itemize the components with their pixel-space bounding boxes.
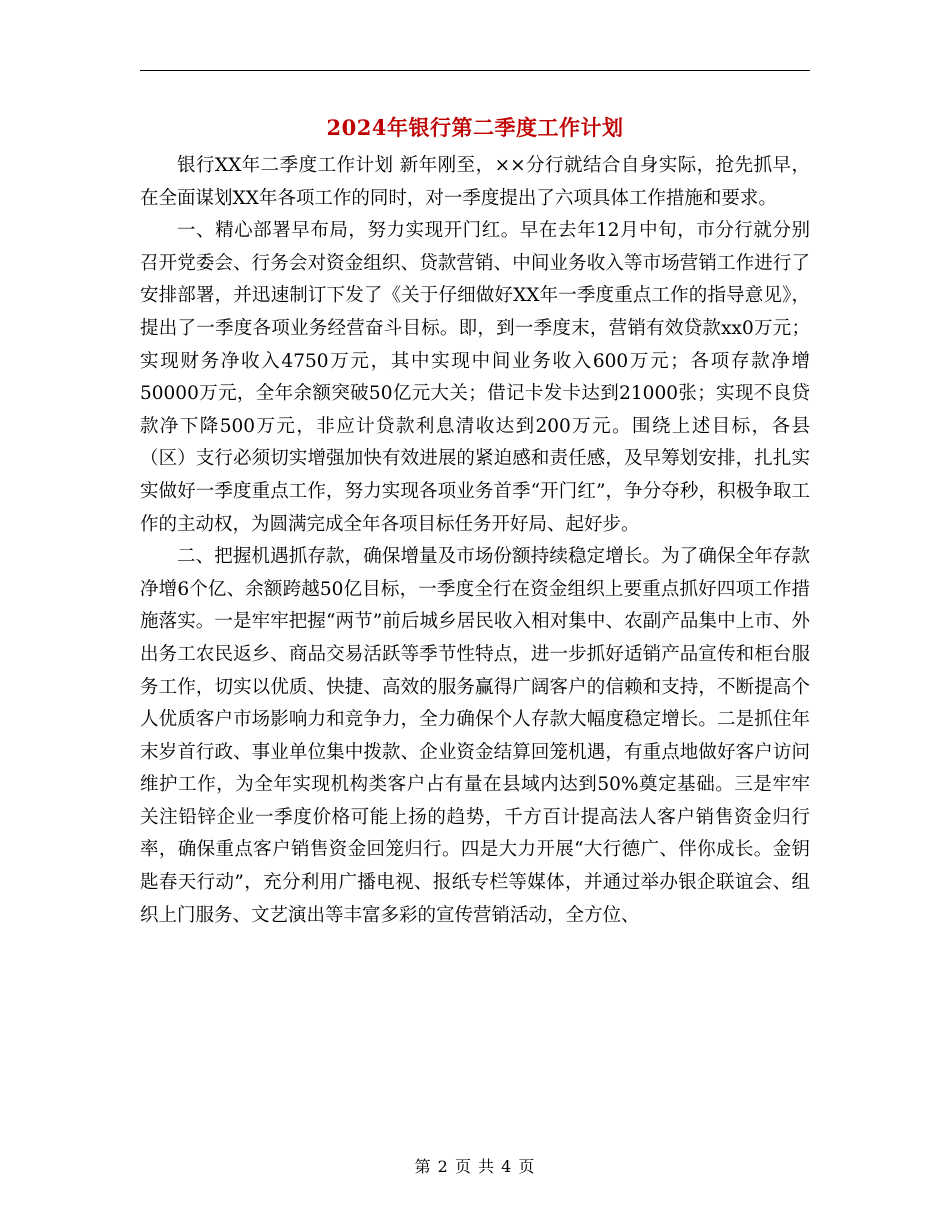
header-rule bbox=[140, 70, 810, 71]
page-footer: 第 2 页 共 4 页 bbox=[414, 1157, 536, 1176]
document-body bbox=[140, 150, 810, 932]
document-title: 2024年银行第二季度工作计划 bbox=[326, 115, 624, 140]
paragraph-section-2: 二、把握机遇抓存款，确保增量及市场份额持续稳定增长。为了确保全年存款净增6个亿、余额跨越50亿目标，一季度全行在资金组织上要重点抓好四项工作措施落实。一是牢牢把握“两节”前后城乡居民收入相对集中、农副产品集中上市、外出务工农民返乡、商品交易活跃等季节性特点，进一步抓好适销产品宣传和柜台服务工作，切实以优质、快捷、高效的服务赢得广阔客户的信赖和支持，不断提高个人优质客户市场影响力和竞争力，全力确保个人存款大幅度稳定增长。二是抓住年末岁首行政、事业单位集中拨款、企业资金结算回笼机遇，有重点地做好客户访问维护工作，为全年实现机构类客户占有量在县域内达到50%奠定基础。三是牢牢关注铅锌企业一季度价格可能上扬的趋势，千方百计提高法人客户销售资金归行率，确保重点客户销售资金回笼归行。四是大力开展“大行德广、伴你成长。金钥匙春天行动”，充分利用广播电视、报纸专栏等媒体，并通过举办银企联谊会、组织上门服务、文艺演出等丰富多彩的宣传营销活动，全方位、 bbox=[140, 546, 810, 926]
paragraph-intro: 银行XX年二季度工作计划 新年刚至，××分行就结合自身实际，抢先抓早，在全面谋划XX年各项工作的同时，对一季度提出了六项具体工作措施和要求。 bbox=[140, 155, 810, 209]
paragraph-section-1: 一、精心部署早布局，努力实现开门红。早在去年12月中旬，市分行就分别召开党委会、行务会对资金组织、贷款营销、中间业务收入等市场营销工作进行了安排部署，并迅速制订下发了《关于仔细做好XX年一季度重点工作的指导意见》，提出了一季度各项业务经营奋斗目标。即，到一季度末，营销有效贷款xx0万元；实现财务净收入4750万元，其中实现中间业务收入600万元；各项存款净增50000万元，全年余额突破50亿元大关；借记卡发卡达到21000张；实现不良贷款净下降500万元，非应计贷款利息清收达到200万元。围绕上述目标，各县（区）支行必须切实增强加快有效进展的紧迫感和责任感，及早筹划安排，扎扎实实做好一季度重点工作，努力实现各项业务首季“开门红”，争分夺秒，积极争取工作的主动权，为圆满完成全年各项目标任务开好局、起好步。 bbox=[140, 220, 810, 535]
